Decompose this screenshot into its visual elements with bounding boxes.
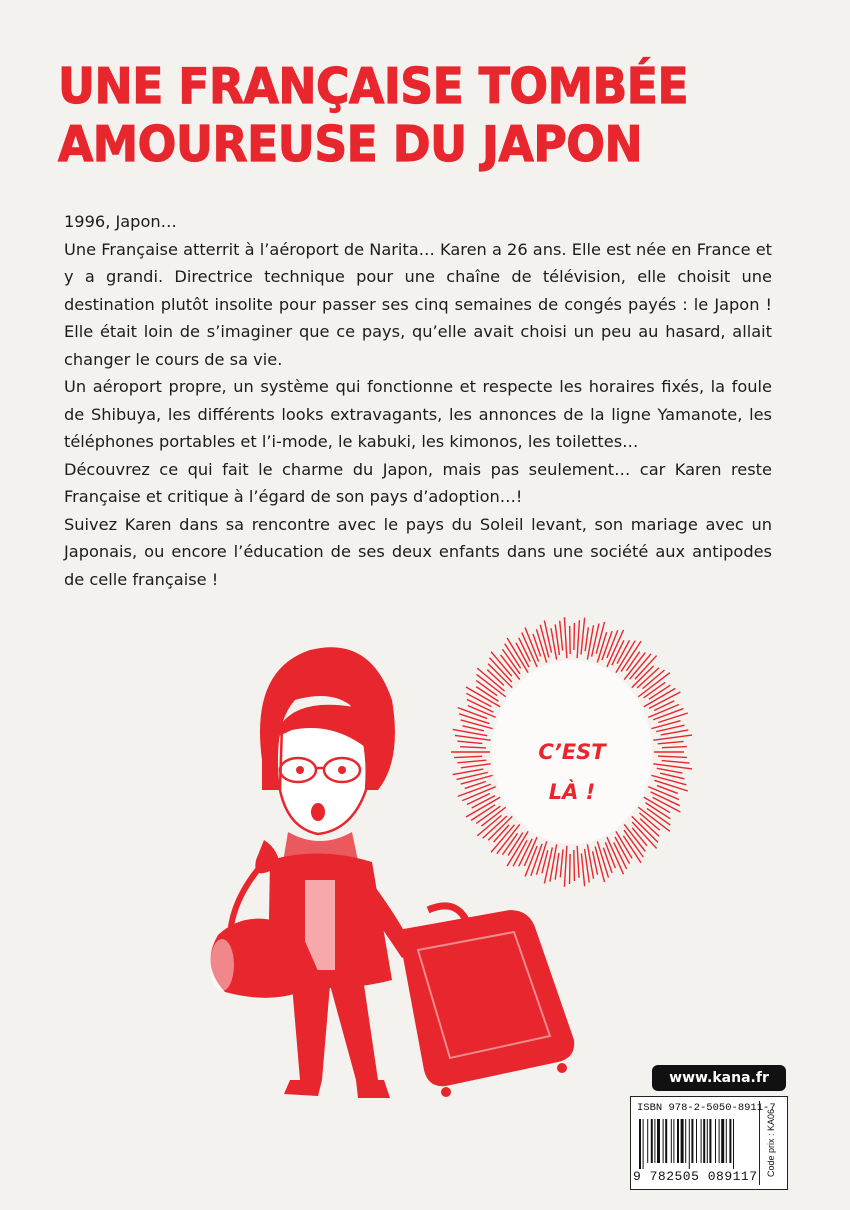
burst-ray [661, 730, 689, 735]
burst-ray [462, 726, 484, 731]
burst-ray [564, 617, 566, 658]
burst-ray [453, 769, 484, 775]
burst-ray [596, 622, 604, 654]
synopsis-paragraph: Découvrez ce qui fait le charme du Japon, mais pas seulement… car Karen reste Française et critique à l’égard de son pays d’adoption…! [64, 459, 772, 506]
burst-ray [660, 773, 684, 779]
burst-ray [621, 641, 641, 671]
burst-ray [455, 735, 491, 740]
burst-ray [581, 618, 585, 655]
barcode-bar [671, 1119, 672, 1163]
burst-ray [560, 849, 563, 877]
barcode-bar [701, 1119, 702, 1163]
burst-ray [555, 624, 559, 655]
burst-ray [603, 848, 612, 873]
barcode-bar [689, 1119, 690, 1169]
synopsis-paragraph: 1996, Japon… [64, 212, 177, 231]
barcode-bar [657, 1119, 660, 1163]
burst-ray [581, 853, 584, 886]
barcode-bar [696, 1119, 697, 1163]
barcode-bar [665, 1119, 667, 1163]
barcode-bar [651, 1119, 653, 1163]
burst-ray [457, 741, 482, 743]
burst-ray [574, 623, 575, 650]
price-code-label: Code prix : KA06 [766, 1108, 776, 1178]
burst-ray [544, 621, 551, 653]
burst-ray [489, 658, 511, 682]
barcode-bar [681, 1119, 684, 1163]
burst-ray [653, 735, 692, 740]
burst-ray [483, 816, 507, 838]
burst-ray [585, 627, 588, 651]
burst-ray [454, 756, 482, 757]
barcode-bar [691, 1119, 693, 1163]
burst-ray [460, 747, 486, 748]
burst-ray [564, 846, 566, 887]
burst-ray [491, 825, 514, 852]
barcode-bar [677, 1119, 679, 1163]
burst-ray [570, 626, 571, 654]
burst-ray [466, 797, 500, 817]
burst-ray [577, 846, 579, 878]
burst-ray [658, 756, 687, 757]
title-line-1: UNE FRANÇAISE TOMBÉE [58, 58, 689, 115]
burst-ray [657, 768, 683, 773]
burst-ray [477, 674, 506, 696]
burst-ray [461, 720, 493, 729]
burst-ray [653, 709, 683, 720]
ean-number: 9 782505 089117 [633, 1169, 758, 1184]
burst-ray [654, 701, 674, 711]
barcode-icon [637, 1119, 759, 1169]
burst-ray [466, 687, 500, 707]
synopsis-paragraph: Une Française atterrit à l’aéroport de Narita… Karen a 26 ans. Elle est née en France et y a grandi. Directrice technique pour une chaîne de télévision, elle choisit une destination plutôt insolite pour passer ses cinq semaines de congés payés : le Japon ! Elle était loin de s’imaginer que ce pays, qu’elle avait choisi un peu au hasard, allait changer le cours de sa vie. [64, 239, 772, 369]
barcode-bar [709, 1119, 711, 1163]
barcode-bar [707, 1119, 708, 1163]
burst-ray [658, 713, 688, 723]
burst-ray [658, 741, 684, 743]
speech-burst-text [512, 732, 632, 812]
barcode-bar [719, 1119, 720, 1163]
title-line-2: AMOUREUSE DU JAPON [58, 116, 643, 173]
speech-line-2: LÀ ! [548, 780, 596, 804]
burst-ray [577, 620, 579, 658]
burst-ray [616, 641, 635, 673]
burst-ray [624, 653, 645, 680]
karen-character [255, 647, 414, 1098]
synopsis-paragraph: Suivez Karen dans sa rencontre avec le pays du Soleil levant, son mariage avec un Japonais, ou encore l’éducation de ses deux enfants dans une société aux antipodes de celle française ! [64, 514, 772, 589]
burst-ray [607, 837, 624, 874]
barcode-bar [726, 1119, 727, 1163]
burst-ray [662, 747, 687, 748]
burst-ray [632, 822, 656, 848]
isbn-label: ISBN 978-2-5050-8911-7 [637, 1102, 776, 1114]
price-code [759, 1101, 782, 1185]
burst-ray [560, 621, 563, 651]
barcode-bar [729, 1119, 731, 1163]
burst-ray [624, 830, 643, 857]
burst-ray [488, 816, 512, 840]
barcode-bar [715, 1119, 716, 1163]
barcode-bar [673, 1119, 674, 1163]
burst-ray [574, 850, 575, 881]
burst-ray [488, 664, 512, 688]
burst-ray [461, 764, 491, 768]
barcode-bar [733, 1119, 734, 1169]
publisher-website-badge[interactable]: www.kana.fr [652, 1065, 786, 1091]
barcode-bar [639, 1119, 641, 1169]
burst-ray [458, 708, 487, 719]
burst-ray [467, 793, 490, 804]
barcode-bar [721, 1119, 724, 1163]
synopsis-paragraph: Un aéroport propre, un système qui fonctionne et respecte les horaires fixés, la foule de Shibuya, les différents looks extravagants, les annonces de la ligne Yamanote, les téléphones portables et l’i-mode, le kabuki, les kimonos, les toilettes… [64, 377, 772, 451]
speech-line-1: C’EST [538, 740, 606, 764]
legs [292, 985, 330, 1080]
burst-ray [477, 668, 504, 691]
burst-ray [540, 625, 549, 658]
barcode-block [630, 1096, 788, 1190]
burst-ray [654, 780, 688, 791]
burst-ray [555, 853, 559, 880]
barcode-bar [703, 1119, 705, 1163]
barcode-bar [685, 1119, 686, 1163]
burst-ray [461, 775, 493, 784]
burst-ray [570, 854, 571, 884]
burst-ray [459, 714, 490, 724]
barcode-bar [654, 1119, 655, 1163]
barcode-bar [647, 1119, 648, 1163]
burst-ray [630, 654, 651, 679]
burst-ray [632, 666, 654, 688]
barcode-bar [643, 1119, 644, 1169]
burst-ray [662, 761, 690, 764]
open-mouth [311, 803, 325, 821]
burst-ray [457, 760, 486, 763]
burst-ray [651, 775, 686, 784]
barcode-bar [663, 1119, 664, 1163]
burst-ray [624, 824, 645, 851]
suitcase [398, 906, 574, 1097]
